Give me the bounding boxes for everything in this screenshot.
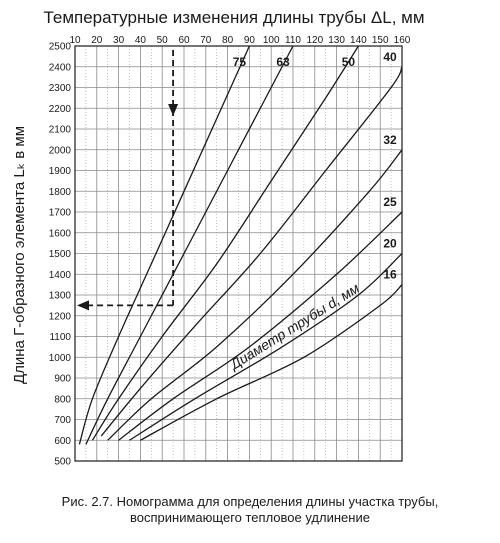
y-tick-label: 1300	[48, 290, 71, 302]
series-label-20: 20	[383, 236, 397, 251]
y-tick-label: 2400	[48, 62, 71, 74]
y-tick-label: 2200	[48, 103, 71, 115]
y-tick-label: 2300	[48, 83, 71, 94]
series-line-40	[101, 67, 402, 436]
series-line-75	[79, 46, 249, 444]
y-tick-label: 800	[54, 394, 71, 406]
x-tick-label: 160	[393, 35, 411, 46]
y-tick-label: 1400	[48, 269, 71, 281]
x-tick-label: 90	[243, 35, 255, 46]
grid	[75, 46, 402, 461]
x-tick-label: 60	[178, 35, 190, 46]
y-tick-label: 1000	[48, 352, 71, 364]
y-tick-label: 1700	[48, 207, 71, 219]
example-path	[77, 50, 178, 310]
y-tick-label: 2100	[48, 124, 71, 136]
series-label-25: 25	[383, 195, 397, 209]
x-tick-label: 40	[134, 35, 146, 46]
y-tick-label: 1100	[49, 332, 71, 343]
example-arrow-left	[77, 300, 89, 310]
y-tick-label: 2000	[48, 145, 71, 157]
y-tick-label: 1900	[48, 166, 71, 177]
y-tick-label: 1500	[48, 249, 71, 260]
x-tick-label: 100	[262, 35, 280, 46]
series-lines	[79, 46, 402, 444]
x-tick-label: 70	[200, 35, 212, 46]
x-tick-label: 120	[306, 35, 324, 46]
x-tick-label: 30	[113, 35, 125, 46]
x-tick-label: 110	[285, 35, 301, 46]
series-label-50: 50	[341, 55, 356, 69]
x-tick-label: 10	[69, 35, 81, 46]
y-tick-label: 1800	[48, 186, 71, 198]
figure-caption	[0, 494, 500, 526]
example-arrow-down	[168, 104, 178, 116]
y-tick-label: 500	[54, 456, 71, 468]
y-tick-label: 2500	[48, 41, 71, 53]
chart-title: Температурные изменения длины трубы ΔL, мм	[43, 8, 425, 27]
axis-ticks	[49, 35, 411, 468]
series-label-75: 75	[232, 55, 247, 69]
y-tick-label: 1600	[48, 228, 71, 240]
y-tick-label: 1200	[48, 311, 71, 323]
caption-line-1: Рис. 2.7. Номограмма для определения длины участка трубы,	[61, 494, 439, 509]
x-tick-label: 50	[156, 35, 168, 46]
x-tick-label: 80	[222, 35, 234, 46]
x-tick-label: 150	[371, 35, 389, 46]
series-line-63	[86, 46, 293, 444]
y-tick-label: 600	[54, 435, 71, 447]
y-tick-label: 700	[54, 415, 71, 426]
caption-line-2: воспринимающего тепловое удлинение	[130, 510, 370, 525]
series-label-40: 40	[383, 49, 397, 64]
x-tick-label: 130	[328, 35, 345, 46]
series-label-16: 16	[383, 267, 397, 282]
series-label-63: 63	[276, 55, 290, 69]
y-axis-label: Длина Г-образного элемента Lₖ в мм	[11, 125, 28, 385]
series-label: Диаметр трубы d, мм	[227, 279, 363, 373]
series-label-32: 32	[383, 132, 397, 147]
x-tick-label: 20	[91, 35, 103, 46]
x-tick-label: 140	[350, 35, 367, 46]
y-tick-label: 900	[54, 373, 71, 385]
